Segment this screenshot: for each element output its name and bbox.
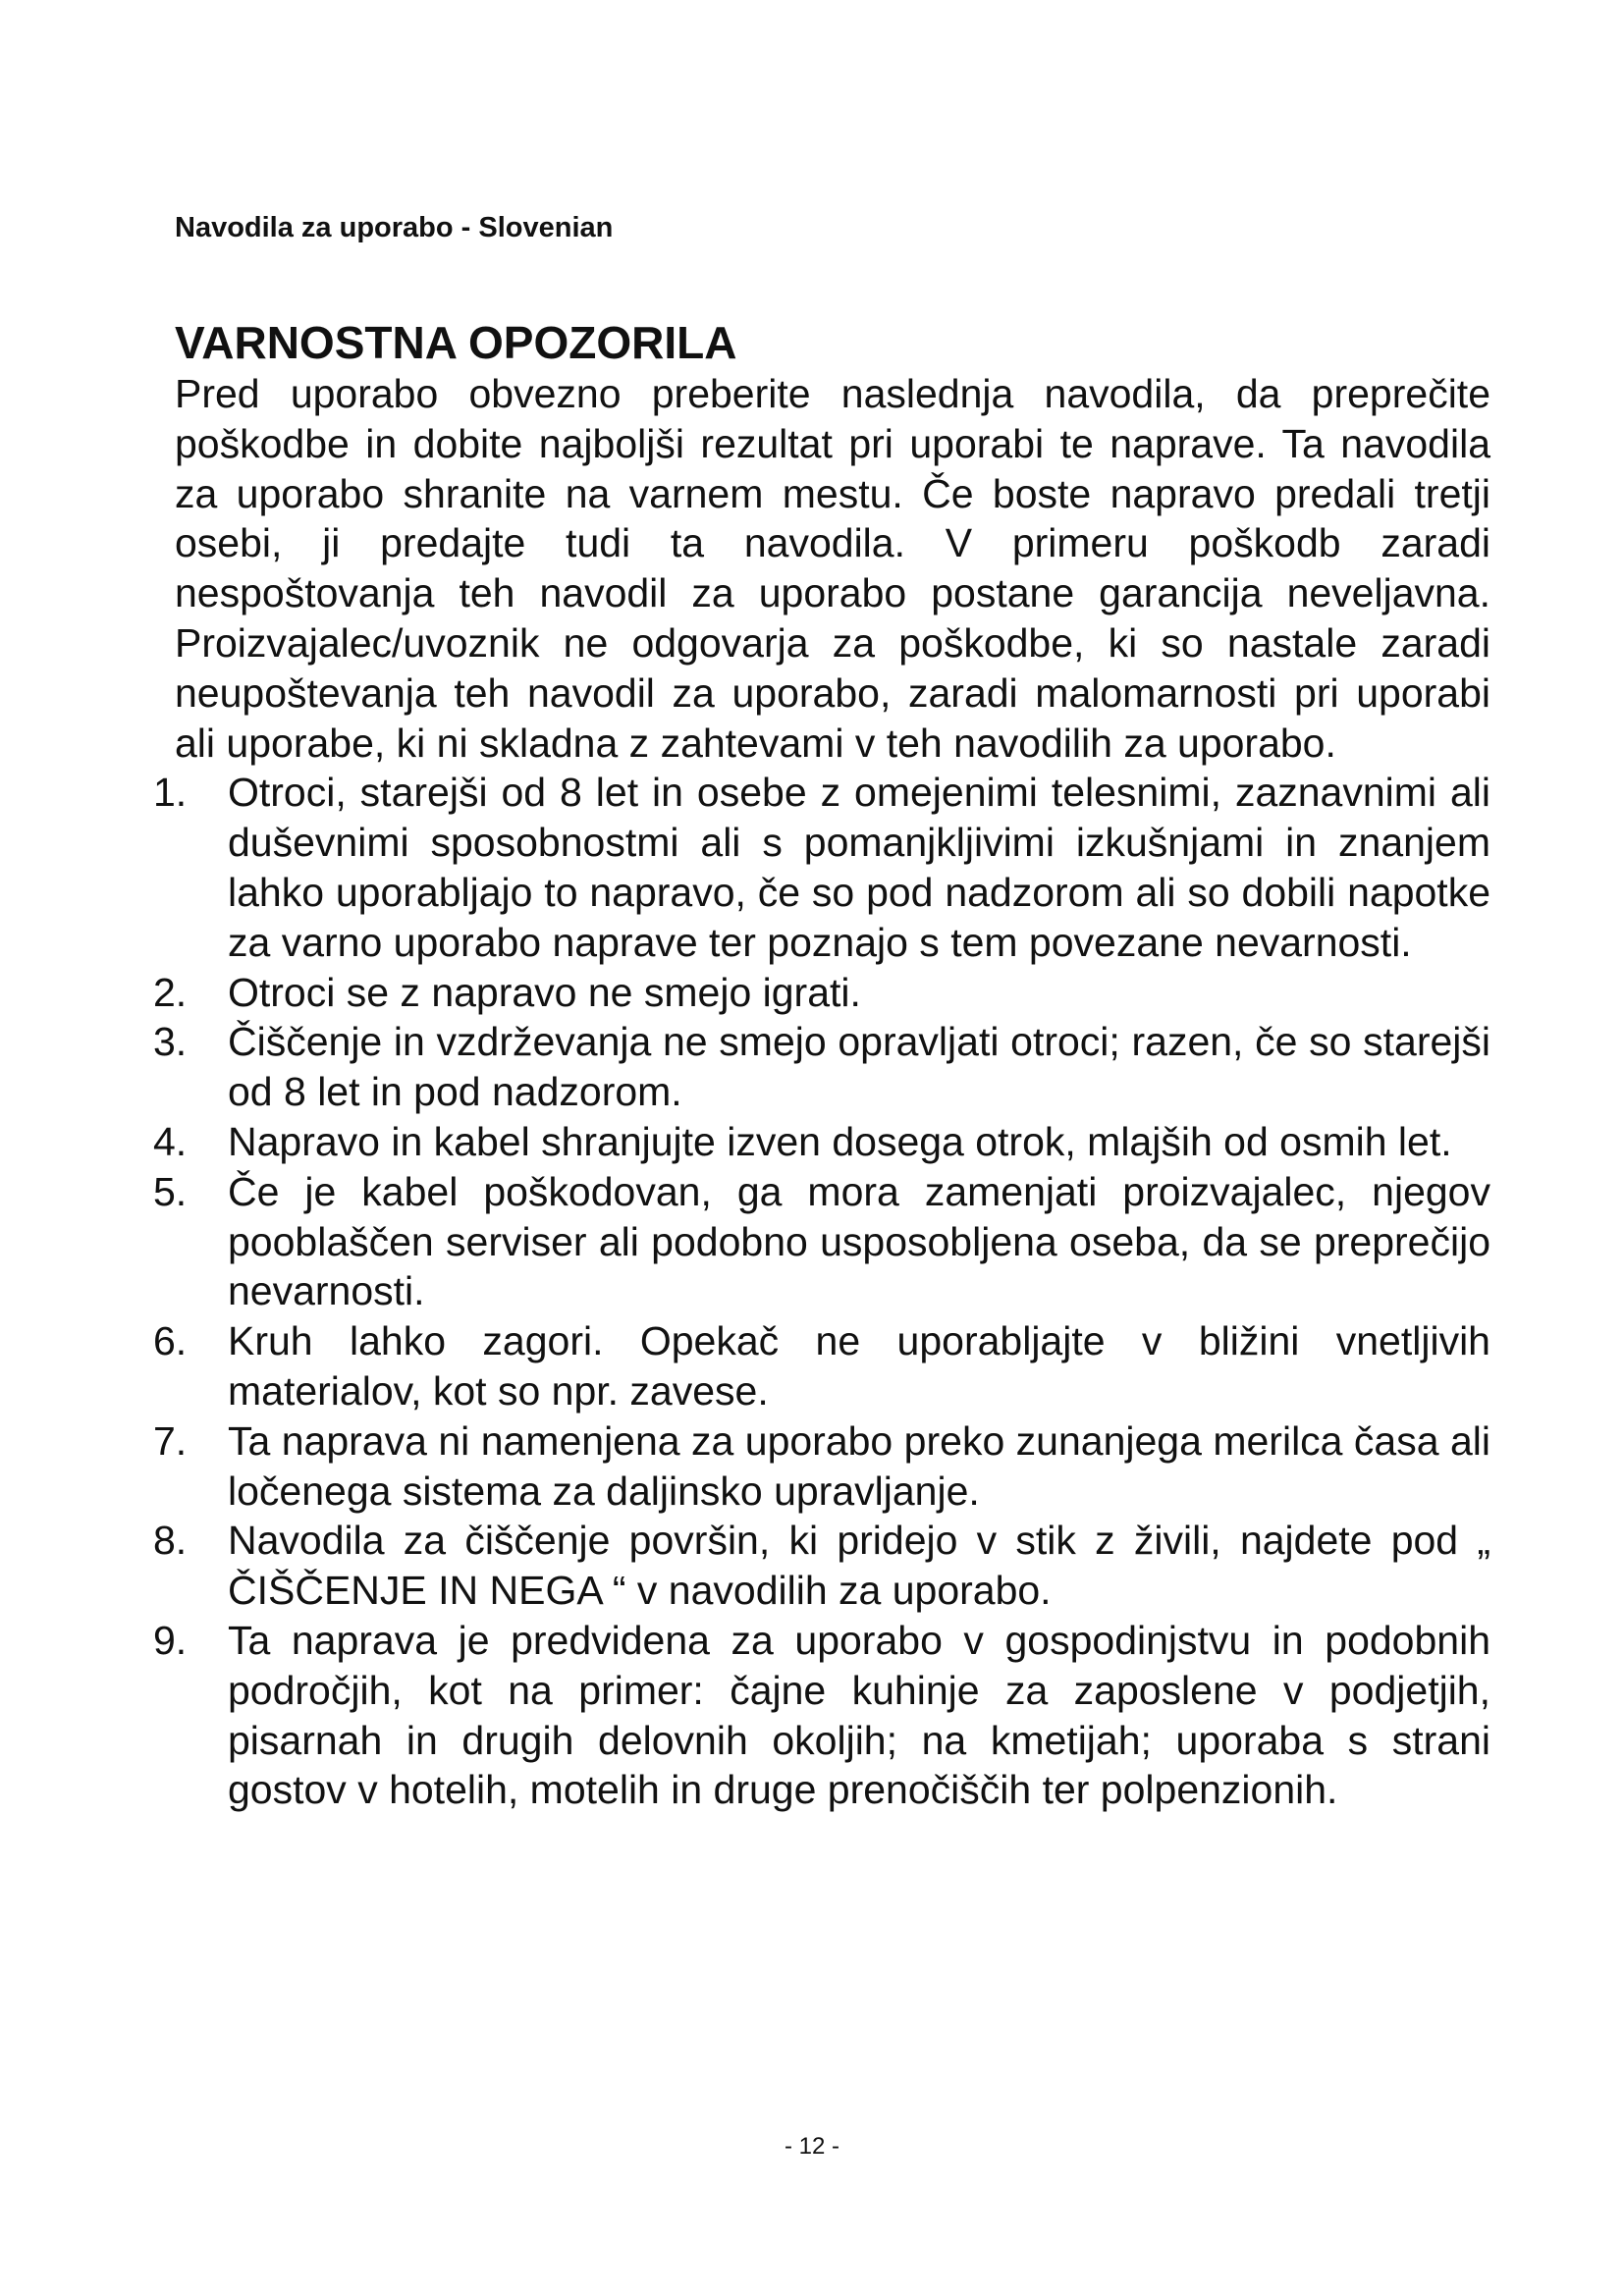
safety-section — [153, 316, 1490, 1815]
list-item — [153, 1416, 1490, 1517]
list-item-number: 6. — [153, 1318, 188, 1364]
list-item — [153, 768, 1490, 967]
list-item-number: 8. — [153, 1518, 188, 1564]
running-header: Navodila za uporabo - Slovenian — [175, 212, 614, 243]
list-item-number: 1. — [153, 770, 188, 816]
list-item-text: Če je kabel poškodovan, ga mora zamenjati proizvajalec, njegov pooblaščen serviser ali podobno usposobljena oseba, da se preprečijo nevarnosti. — [228, 1168, 1490, 1314]
list-item — [153, 1616, 1490, 1815]
list-item-text: Ta naprava je predvidena za uporabo v gospodinjstvu in podobnih področjih, kot na primer: čajne kuhinje za zaposlene v podjetjih, pisarnah in drugih delovnih okoljih; na kmetijah; uporaba s strani gostov v hotelih, motelih in druge prenočiščih ter polpenzionih. — [228, 1617, 1490, 1813]
list-item-text: Otroci, starejši od 8 let in osebe z omejenimi telesnimi, zaznavnimi ali duševnimi sposobnostmi ali s pomanjkljivimi izkušnjami in znanjem lahko uporabljajo to napravo, če so pod nadzorom ali so dobili napotke za varno uporabo naprave ter poznajo s tem povezane nevarnosti. — [228, 770, 1490, 965]
warnings-list — [153, 768, 1490, 1815]
list-item-number: 7. — [153, 1417, 188, 1464]
list-item-text: Čiščenje in vzdrževanja ne smejo opravljati otroci; razen, če so starejši od 8 let in pod nadzorom. — [228, 1019, 1490, 1115]
intro-paragraph: Pred uporabo obvezno preberite naslednja navodila, da preprečite poškodbe in dobite najboljši rezultat pri uporabi te naprave. Ta navodila za uporabo shranite na varnem mestu. Če boste napravo predali tretji osebi, ji predajte tudi ta navodila. V primeru poškodb zaradi nespoštovanja teh navodil za uporabo postane garancija neveljavna. Proizvajalec/uvoznik ne odgovarja za poškodbe, ki so nastale zaradi neupoštevanja teh navodil za uporabo, zaradi malomarnosti pri uporabi ali uporabe, ki ni skladna z zahtevami v teh navodilih za uporabo. — [175, 371, 1490, 766]
list-item-number: 3. — [153, 1019, 188, 1065]
section-title: VARNOSTNA OPOZORILA — [175, 317, 737, 368]
list-item-number: 2. — [153, 969, 188, 1015]
list-item-text: Ta naprava ni namenjena za uporabo preko zunanjega merilca časa ali ločenega sistema za daljinsko upravljanje. — [228, 1417, 1490, 1514]
list-item — [153, 1117, 1490, 1167]
list-item-number: 5. — [153, 1168, 188, 1214]
list-item-number: 9. — [153, 1617, 188, 1663]
list-item-text: Kruh lahko zagori. Opekač ne uporabljajte v bližini vnetljivih materialov, kot so npr. zavese. — [228, 1318, 1490, 1414]
list-item-text: Navodila za čiščenje površin, ki pridejo v stik z živili, najdete pod „ ČIŠČENJE IN NEGA “ v navodilih za uporabo. — [228, 1518, 1490, 1614]
list-item — [153, 968, 1490, 1018]
list-item-text: Otroci se z napravo ne smejo igrati. — [228, 969, 861, 1015]
list-item — [153, 1167, 1490, 1316]
list-item — [153, 1516, 1490, 1616]
page-number: - 12 - — [784, 2133, 839, 2160]
list-item-text: Napravo in kabel shranjujte izven dosega otrok, mlajših od osmih let. — [228, 1118, 1452, 1164]
list-item — [153, 1316, 1490, 1416]
list-item-number: 4. — [153, 1118, 188, 1164]
list-item — [153, 1017, 1490, 1117]
